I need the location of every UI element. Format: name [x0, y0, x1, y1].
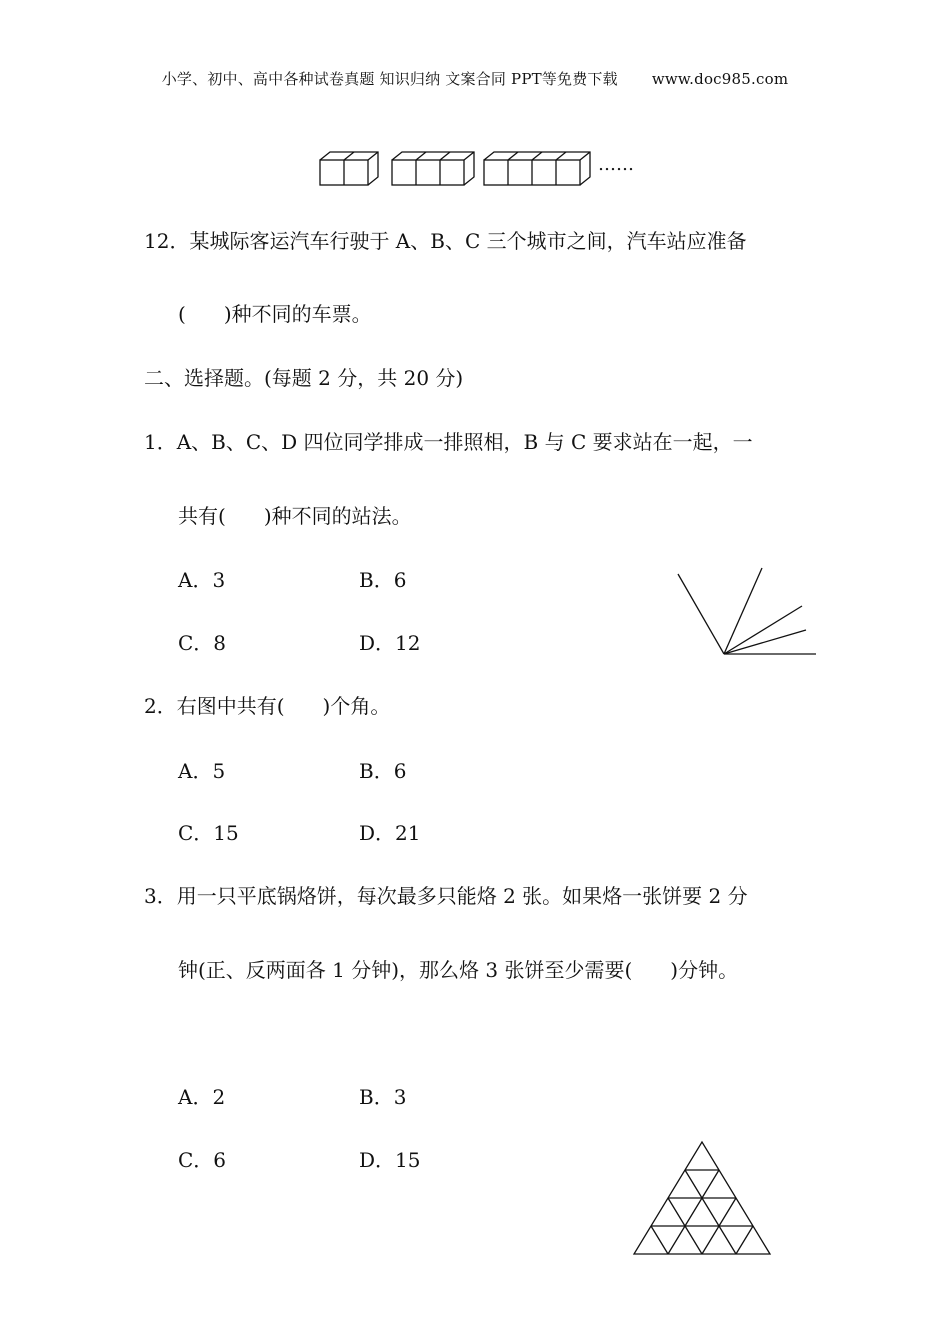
- mc1-option-c[interactable]: C．8: [178, 631, 227, 655]
- cube-strip-4: [484, 152, 590, 185]
- section2-title: 二、选择题。(每题 2 分，共 20 分): [144, 366, 464, 390]
- mc3-option-d[interactable]: D．15: [359, 1148, 421, 1172]
- mc2-option-a[interactable]: A．5: [178, 759, 226, 783]
- mc2-option-d[interactable]: D．21: [359, 821, 421, 845]
- mc3-line1: 3．用一只平底锅烙饼，每次最多只能烙 2 张。如果烙一张饼要 2 分: [144, 884, 748, 908]
- mc2-post: )个角。: [322, 694, 391, 718]
- mc3-line2-pre: 钟(正、反两面各 1 分钟)，那么烙 3 张饼至少需要(: [178, 958, 633, 982]
- mc2-pre: 2．右图中共有(: [144, 694, 285, 718]
- mc1-line2-pre: 共有(: [178, 504, 226, 528]
- page-header: [0, 68, 950, 89]
- angle-rays-figure: [676, 566, 818, 658]
- triangle-grid-figure: [632, 1140, 774, 1256]
- mc3-option-a[interactable]: A．2: [178, 1085, 226, 1109]
- q12-line2-text: )种不同的车票。: [223, 302, 372, 326]
- mc1-line2: [178, 500, 412, 529]
- mc1-option-b[interactable]: B．6: [359, 568, 407, 592]
- mc1-option-d[interactable]: D．12: [359, 631, 421, 655]
- header-url: www.doc985.com: [651, 70, 789, 88]
- mc1-line2-post: )种不同的站法。: [263, 504, 412, 528]
- mc1-line1: 1．A、B、C、D 四位同学排成一排照相，B 与 C 要求站在一起，一: [144, 430, 753, 454]
- mc3-line2: [178, 954, 738, 983]
- mc2-question: [144, 690, 390, 719]
- q12-line1: 12．某城际客运汽车行驶于 A、B、C 三个城市之间，汽车站应准备: [144, 229, 747, 253]
- mc2-option-c[interactable]: C．15: [178, 821, 239, 845]
- q12-line2: [178, 298, 372, 327]
- cube-strip-3: [392, 152, 474, 185]
- mc3-option-c[interactable]: C．6: [178, 1148, 227, 1172]
- cube-ellipsis: ……: [598, 154, 634, 175]
- q12-open-paren: (: [178, 302, 186, 326]
- header-left-text: 小学、初中、高中各种试卷真题 知识归纳 文案合同 PPT等免费下载: [161, 70, 618, 88]
- mc3-line2-post: )分钟。: [670, 958, 739, 982]
- cube-strip-2: [320, 152, 378, 185]
- mc1-option-a[interactable]: A．3: [178, 568, 226, 592]
- mc3-option-b[interactable]: B．3: [359, 1085, 407, 1109]
- mc2-option-b[interactable]: B．6: [359, 759, 407, 783]
